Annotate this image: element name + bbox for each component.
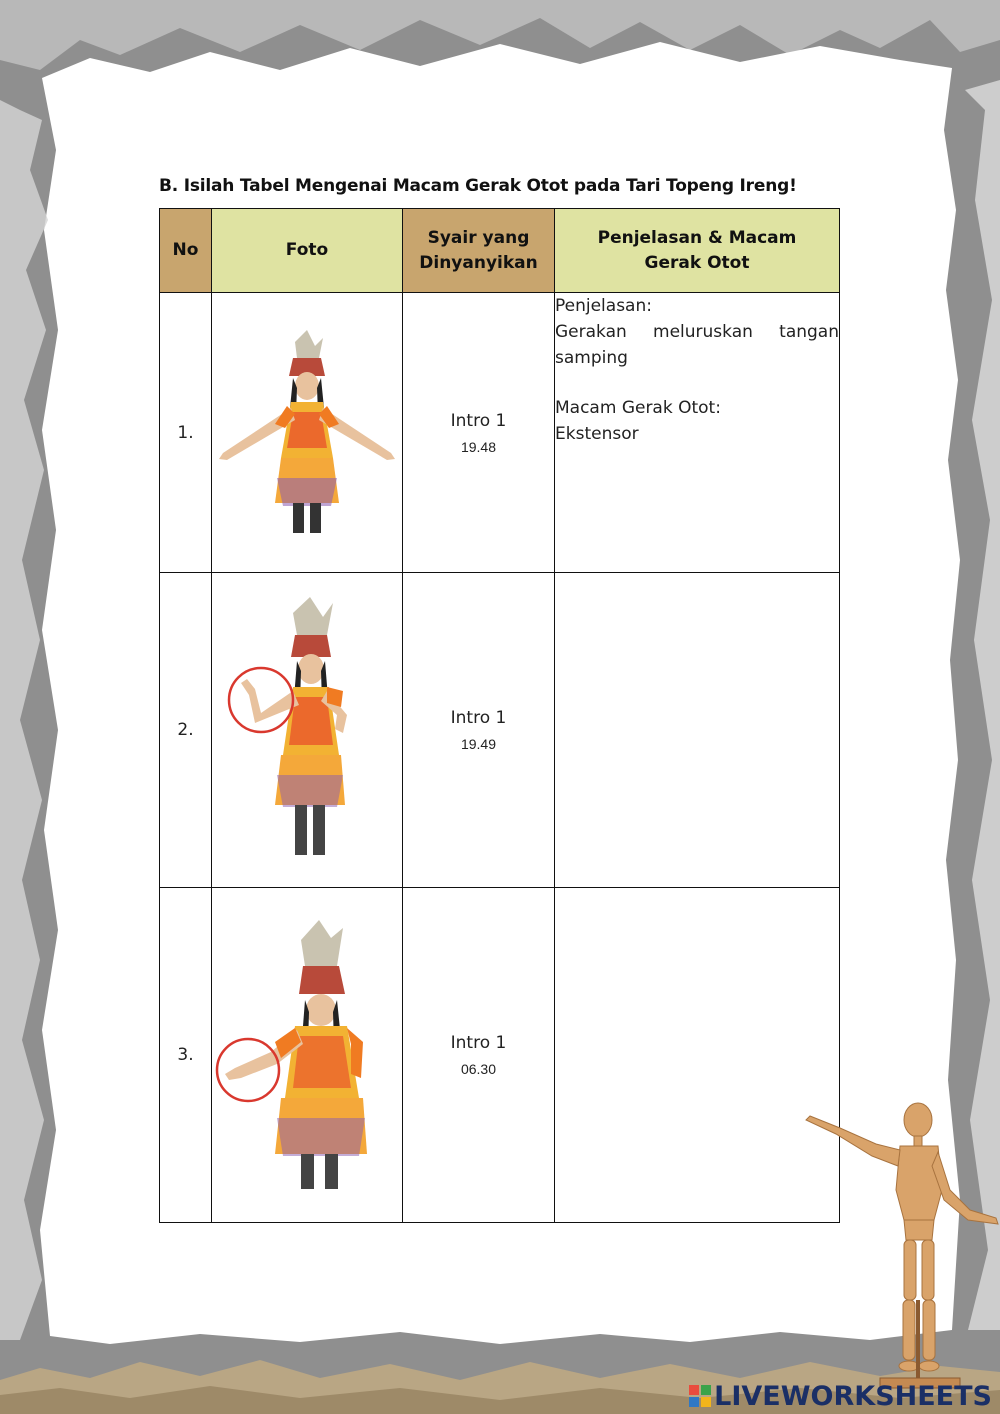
muscle-type-answer: Ekstensor xyxy=(555,424,639,444)
dancer-photo xyxy=(212,888,403,1223)
wooden-mannequin-illustration xyxy=(800,1100,1000,1390)
table-row xyxy=(160,888,840,1223)
dancer-photo xyxy=(212,573,403,888)
muscle-type-label: Macam Gerak Otot: xyxy=(555,398,721,418)
syair-title: Intro 1 xyxy=(450,410,507,431)
muscle-movement-table xyxy=(159,208,840,1223)
description-cell xyxy=(555,293,840,573)
header-syair-label: Syair yang Dinyanyikan xyxy=(419,227,538,273)
syair-title: Intro 1 xyxy=(450,708,507,728)
liveworksheets-logo xyxy=(689,1381,992,1412)
syair-time: 19.49 xyxy=(460,736,497,752)
syair-title: Intro 1 xyxy=(450,1033,507,1053)
dancer-arm-lowered-image xyxy=(215,918,400,1193)
syair-time: 19.48 xyxy=(460,438,497,455)
table-header-row xyxy=(160,209,840,293)
header-photo: Foto xyxy=(212,209,403,293)
syair-cell xyxy=(403,573,555,888)
table-row xyxy=(160,293,840,573)
header-no: No xyxy=(160,209,212,293)
header-description xyxy=(555,209,840,293)
syair-cell xyxy=(403,293,555,573)
dancer-photo xyxy=(212,293,403,573)
brand-name: LIVEWORKSHEETS xyxy=(714,1381,992,1412)
dancer-arm-bent-image xyxy=(215,595,400,865)
header-syair xyxy=(403,209,555,293)
description-label: Penjelasan: xyxy=(555,296,652,316)
liveworksheets-logo-icon xyxy=(689,1385,711,1407)
dancer-arms-extended-image xyxy=(215,328,400,538)
description-text: Gerakan meluruskan tangan samping xyxy=(555,322,839,368)
description-answer-field[interactable] xyxy=(555,573,840,888)
description-answer-field[interactable] xyxy=(555,888,840,1223)
row-number: 1. xyxy=(160,293,212,573)
row-number: 3. xyxy=(160,888,212,1223)
syair-time: 06.30 xyxy=(460,1061,497,1077)
table-row xyxy=(160,573,840,888)
header-description-label: Penjelasan & Macam Gerak Otot xyxy=(597,227,797,273)
row-number: 2. xyxy=(160,573,212,888)
page-title: B. Isilah Tabel Mengenai Macam Gerak Otot pada Tari Topeng Ireng! xyxy=(159,176,797,196)
syair-cell xyxy=(403,888,555,1223)
